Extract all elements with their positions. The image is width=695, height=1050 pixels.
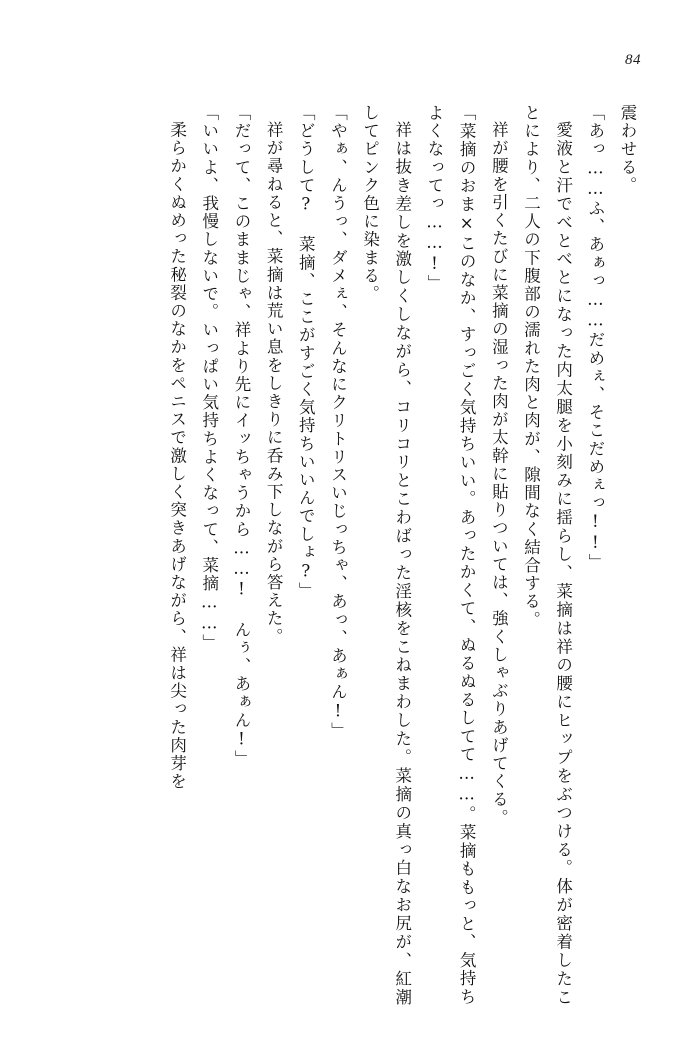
paragraph: 「いいよ、我慢しないで。いっぱい気持ちよくなって、菜摘……」 — [199, 104, 219, 652]
paragraph: 祥が腰を引くたびに菜摘の湿った肉が太幹に貼りついては、強くしゃぶりあげてくる。 — [489, 120, 509, 827]
paragraph: 「菜摘のおま×このなか、すっごく気持ちいい。あったかくて、ぬるぬるしてて……。菜摘ももっと、気持ちよくなってっ……!」 — [424, 104, 477, 1006]
paragraph: 「どうして? 菜摘、ここがすごく気持ちいいんでしょ?」 — [296, 104, 316, 601]
paragraph: 「だって、このままじゃ、祥より先にイッちゃうから……! んぅ、あぁん!」 — [231, 104, 251, 769]
paragraph: 愛液と汗でべとべとになった内太腿を小刻みに揺らし、菜摘は祥の腰にヒップをぶつける。体が密着したことにより、二人の下腹部の濡れた肉と肉が、隙間なく結合する。 — [521, 104, 573, 1006]
page-number: 84 — [625, 52, 641, 68]
paragraph: 柔らかくぬめった秘裂のなかをペニスで激しく突きあげながら、祥は尖った肉芽を — [167, 120, 187, 791]
body-text — [52, 104, 643, 1006]
paragraph: 「あっ……ふ、あぁっ……だめぇ、そこだめぇっ!!」 — [585, 104, 605, 572]
paragraph: 祥は抜き差しを激しくしながら、コリコリとこわばった淫核をこねまわした。菜摘の真っ白なお尻が、紅潮してピンク色に染まる。 — [360, 104, 412, 1006]
paragraph: 祥が尋ねると、菜摘は荒い息をしきりに呑み下しながら答えた。 — [264, 120, 284, 646]
paragraph: 震わせる。 — [618, 104, 637, 195]
paragraph: 「やぁ、んうっ、ダメぇ、そんなにクリトリスいじっちゃ、あっ、あぁん!」 — [328, 104, 348, 740]
